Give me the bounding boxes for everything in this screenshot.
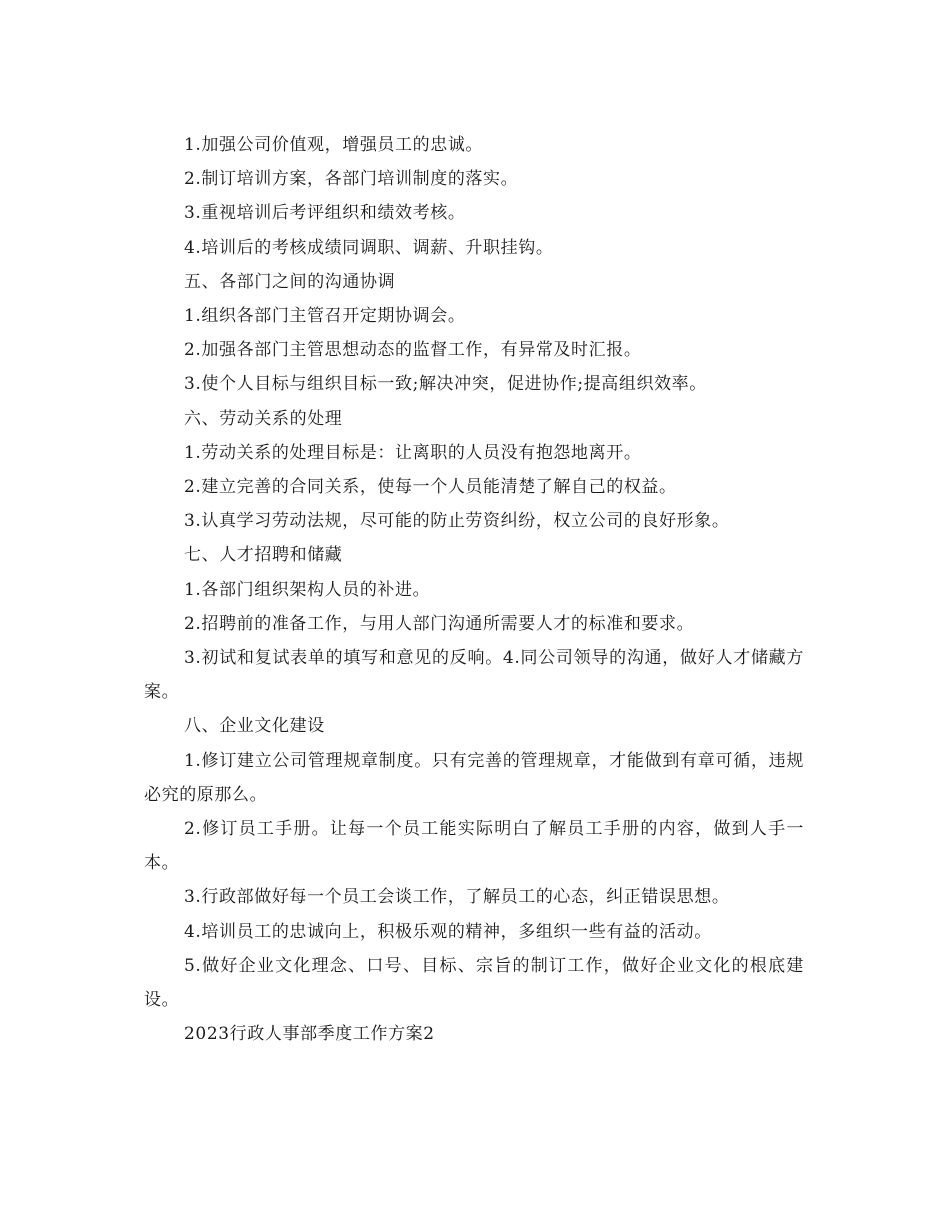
- paragraph: 2.建立完善的合同关系，使每一个人员能清楚了解自己的权益。: [184, 477, 677, 498]
- document-body: [144, 128, 804, 1051]
- paragraph: 2.招聘前的准备工作，与用人部门沟通所需要人才的标准和要求。: [184, 613, 695, 634]
- document-title: 2023行政人事部季度工作方案2: [184, 1024, 435, 1045]
- paragraph: 2.加强各部门主管思想动态的监督工作，有异常及时汇报。: [184, 340, 642, 361]
- paragraph: 1.加强公司价值观，增强员工的忠诚。: [184, 135, 484, 155]
- paragraph: 4.培训后的考核成绩同调职、调薪、升职挂钩。: [184, 237, 554, 258]
- paragraph: 3.初试和复试表单的填写和意见的反响。4.同公司领导的沟通，做好人才储藏方案。: [144, 648, 804, 703]
- paragraph: 3.重视培训后考评组织和绩效考核。: [184, 203, 466, 224]
- paragraph: 1.劳动关系的处理目标是：让离职的人员没有抱怨地离开。: [184, 442, 642, 463]
- paragraph: 2.制订培训方案，各部门培训制度的落实。: [184, 169, 519, 190]
- paragraph: 1.各部门组织架构人员的补进。: [184, 579, 431, 600]
- paragraph: 1.修订建立公司管理规章制度。只有完善的管理规章，才能做到有章可循，违规必究的原那么。: [144, 750, 804, 805]
- paragraph: 1.组织各部门主管召开定期协调会。: [184, 306, 466, 327]
- paragraph: 5.做好企业文化理念、口号、目标、宗旨的制订工作，做好企业文化的根底建设。: [144, 955, 804, 1011]
- paragraph: 3.使个人目标与组织目标一致;解决冲突，促进协作;提高组织效率。: [184, 374, 707, 395]
- section-heading: 七、人才招聘和储藏: [184, 545, 343, 566]
- paragraph: 3.行政部做好每一个员工会谈工作，了解员工的心态，纠正错误思想。: [184, 887, 730, 908]
- paragraph: 2.修订员工手册。让每一个员工能实际明白了解员工手册的内容，做到人手一本。: [144, 819, 804, 874]
- section-heading: 八、企业文化建设: [184, 716, 325, 737]
- section-heading: 六、劳动关系的处理: [184, 408, 343, 429]
- paragraph: 4.培训员工的忠诚向上，积极乐观的精神，多组织一些有益的活动。: [184, 921, 712, 942]
- paragraph: 3.认真学习劳动法规，尽可能的防止劳资纠纷，权立公司的良好形象。: [184, 511, 730, 532]
- section-heading: 五、各部门之间的沟通协调: [184, 271, 396, 292]
